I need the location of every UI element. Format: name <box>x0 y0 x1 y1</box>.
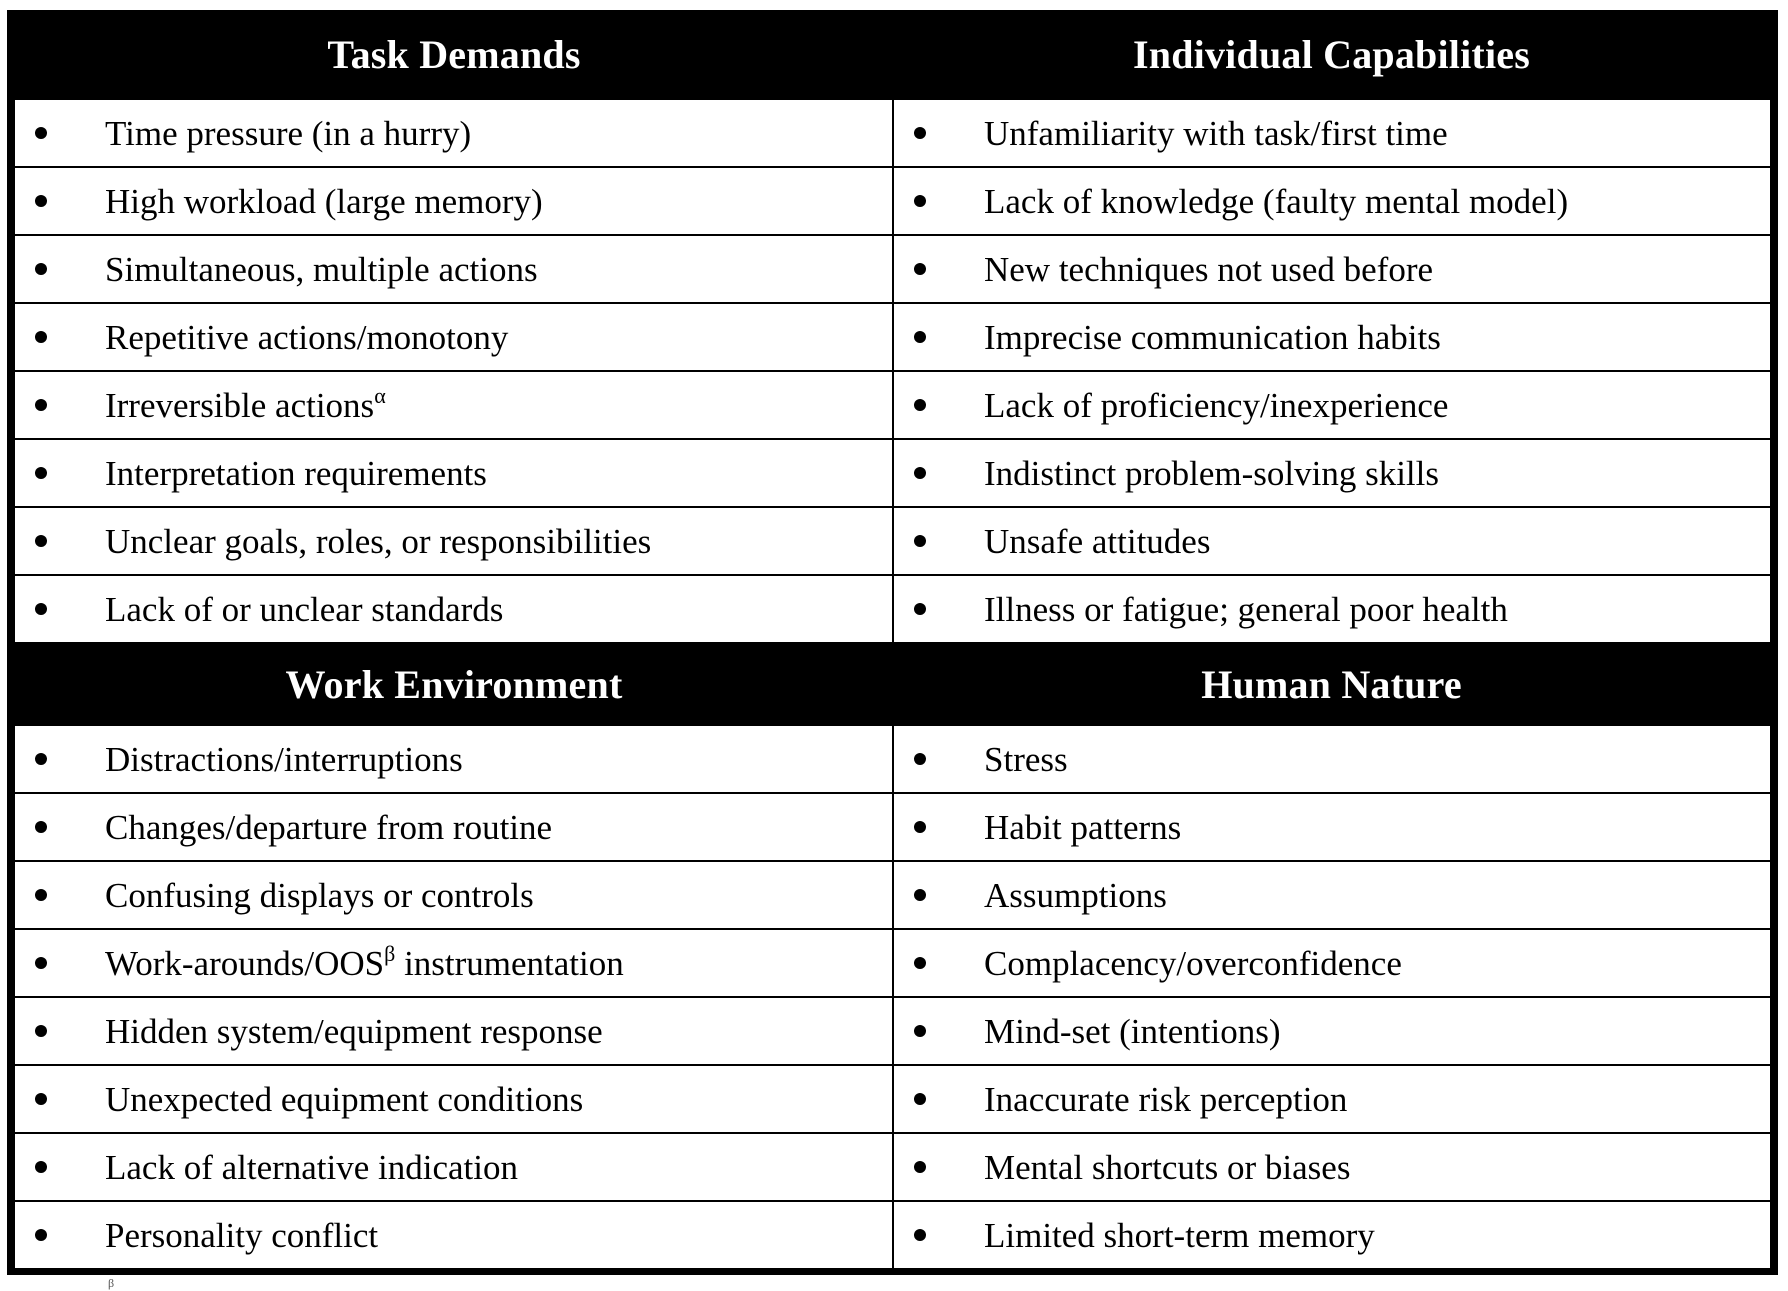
list-item-text: Hidden system/equipment response <box>105 1011 603 1051</box>
bullet-icon <box>35 603 47 615</box>
list-item <box>105 521 652 561</box>
list-item-text: Lack of alternative indication <box>105 1147 519 1187</box>
bullet-icon <box>35 1093 47 1105</box>
footnote-superscript: β <box>384 940 396 966</box>
table-row <box>15 1201 1770 1269</box>
bullet-icon <box>35 263 47 275</box>
list-item <box>105 1147 519 1187</box>
table-row <box>15 235 1770 303</box>
list-item <box>105 589 504 629</box>
list-item-text: Indistinct problem-solving skills <box>984 453 1439 493</box>
bullet-icon <box>914 957 926 969</box>
table-row <box>15 303 1770 371</box>
section-header-row <box>15 643 1770 725</box>
right-cell <box>893 371 1770 439</box>
list-item-text-continued: instrumentation <box>395 943 624 983</box>
right-cell <box>893 1201 1770 1269</box>
list-item-text: Imprecise communication habits <box>984 317 1441 357</box>
footnote-superscript: α <box>374 382 386 408</box>
list-item <box>984 317 1441 357</box>
column-heading-right: Individual Capabilities <box>893 10 1770 99</box>
left-cell <box>15 235 893 303</box>
bullet-icon <box>914 889 926 901</box>
bullet-icon <box>35 195 47 207</box>
bullet-icon <box>914 195 926 207</box>
list-item <box>105 1215 379 1255</box>
right-cell <box>893 929 1770 997</box>
list-item-text: Confusing displays or controls <box>105 875 534 915</box>
table-row <box>15 1065 1770 1133</box>
left-cell <box>15 575 893 643</box>
footnote-marker: β <box>108 1276 115 1290</box>
error-precursors-table <box>15 10 1770 1270</box>
list-item-text: Unfamiliarity with task/first time <box>984 113 1448 153</box>
left-cell <box>15 371 893 439</box>
list-item <box>984 943 1402 983</box>
bullet-icon <box>35 1229 47 1241</box>
bullet-icon <box>914 127 926 139</box>
right-cell <box>893 235 1770 303</box>
table-row <box>15 575 1770 643</box>
left-cell <box>15 861 893 929</box>
list-item-text: Limited short-term memory <box>984 1215 1375 1255</box>
list-item-text: Assumptions <box>984 875 1167 915</box>
column-heading-left: Work Environment <box>15 643 893 725</box>
left-cell <box>15 1201 893 1269</box>
list-item-text: Interpretation requirements <box>105 453 487 493</box>
list-item-text: Lack of knowledge (faulty mental model) <box>984 181 1569 221</box>
list-item <box>105 317 509 357</box>
bullet-icon <box>35 331 47 343</box>
bullet-icon <box>914 331 926 343</box>
list-item-text: Inaccurate risk perception <box>984 1079 1348 1119</box>
right-cell <box>893 861 1770 929</box>
bullet-icon <box>914 467 926 479</box>
table-row <box>15 439 1770 507</box>
list-item <box>984 1215 1375 1255</box>
right-cell <box>893 99 1770 167</box>
table-row <box>15 1133 1770 1201</box>
list-item <box>105 113 472 153</box>
bullet-icon <box>914 263 926 275</box>
table-body <box>15 10 1770 1269</box>
list-item-text: Habit patterns <box>984 807 1182 847</box>
left-cell <box>15 997 893 1065</box>
bullet-icon <box>914 753 926 765</box>
list-item-text: Unexpected equipment conditions <box>105 1079 584 1119</box>
list-item-text: Mind-set (intentions) <box>984 1011 1281 1051</box>
left-cell <box>15 439 893 507</box>
right-cell <box>893 1065 1770 1133</box>
list-item-text: Complacency/overconfidence <box>984 943 1402 983</box>
bullet-icon <box>914 1025 926 1037</box>
list-item <box>984 1011 1281 1051</box>
table-row <box>15 99 1770 167</box>
bullet-icon <box>35 821 47 833</box>
list-item-text: High workload (large memory) <box>105 181 543 221</box>
right-cell <box>893 575 1770 643</box>
list-item <box>984 181 1569 221</box>
bullet-icon <box>914 535 926 547</box>
list-item-text: Personality conflict <box>105 1215 379 1255</box>
table-row <box>15 861 1770 929</box>
list-item <box>984 385 1449 425</box>
left-cell <box>15 99 893 167</box>
list-item-text: Illness or fatigue; general poor health <box>984 589 1508 629</box>
list-item-text: Distractions/interruptions <box>105 739 463 779</box>
list-item <box>984 875 1167 915</box>
list-item-text: Lack of proficiency/inexperience <box>984 385 1449 425</box>
bullet-icon <box>35 1161 47 1173</box>
list-item-text: Unclear goals, roles, or responsibilities <box>105 521 652 561</box>
list-item <box>984 249 1434 289</box>
list-item-text: New techniques not used before <box>984 249 1434 289</box>
list-item-text: Changes/departure from routine <box>105 807 553 847</box>
list-item <box>984 807 1182 847</box>
list-item-text: Unsafe attitudes <box>984 521 1211 561</box>
right-cell <box>893 167 1770 235</box>
list-item-text: Lack of or unclear standards <box>105 589 504 629</box>
list-item <box>984 453 1439 493</box>
list-item <box>984 739 1068 779</box>
list-item <box>105 739 463 779</box>
list-item <box>105 807 553 847</box>
bullet-icon <box>35 1025 47 1037</box>
list-item <box>105 181 543 221</box>
right-cell <box>893 793 1770 861</box>
list-item <box>984 1147 1351 1187</box>
list-item-text: Irreversible actions <box>105 385 375 425</box>
left-cell <box>15 1065 893 1133</box>
bullet-icon <box>35 127 47 139</box>
bullet-icon <box>914 1161 926 1173</box>
right-cell <box>893 725 1770 793</box>
list-item <box>984 521 1211 561</box>
table-row <box>15 793 1770 861</box>
left-cell <box>15 929 893 997</box>
right-cell <box>893 507 1770 575</box>
bullet-icon <box>914 399 926 411</box>
right-cell <box>893 303 1770 371</box>
table-row <box>15 929 1770 997</box>
table-row <box>15 507 1770 575</box>
left-cell <box>15 1133 893 1201</box>
bullet-icon <box>35 467 47 479</box>
bullet-icon <box>35 399 47 411</box>
bullet-icon <box>914 1229 926 1241</box>
list-item <box>105 940 624 983</box>
list-item <box>105 1011 603 1051</box>
list-item-text: Time pressure (in a hurry) <box>105 113 472 153</box>
bullet-icon <box>914 1093 926 1105</box>
list-item-text: Repetitive actions/monotony <box>105 317 509 357</box>
list-item <box>105 249 538 289</box>
list-item-text: Work-arounds/OOS <box>105 943 385 983</box>
bullet-icon <box>35 753 47 765</box>
column-heading-right: Human Nature <box>893 643 1770 725</box>
list-item <box>105 382 386 425</box>
list-item <box>105 875 534 915</box>
left-cell <box>15 793 893 861</box>
bullet-icon <box>35 889 47 901</box>
list-item <box>984 1079 1348 1119</box>
list-item-text: Mental shortcuts or biases <box>984 1147 1351 1187</box>
left-cell <box>15 167 893 235</box>
right-cell <box>893 997 1770 1065</box>
table-row <box>15 725 1770 793</box>
table-row <box>15 997 1770 1065</box>
left-cell <box>15 725 893 793</box>
left-cell <box>15 303 893 371</box>
table-row <box>15 167 1770 235</box>
list-item-text: Simultaneous, multiple actions <box>105 249 538 289</box>
left-cell <box>15 507 893 575</box>
list-item <box>984 113 1448 153</box>
right-cell <box>893 439 1770 507</box>
right-cell <box>893 1133 1770 1201</box>
bullet-icon <box>35 957 47 969</box>
list-item-text: Stress <box>984 739 1068 779</box>
list-item <box>105 453 487 493</box>
list-item <box>105 1079 584 1119</box>
column-heading-left: Task Demands <box>15 10 893 99</box>
error-precursors-table-frame <box>7 10 1778 1275</box>
bullet-icon <box>914 821 926 833</box>
table-row <box>15 371 1770 439</box>
list-item <box>984 589 1508 629</box>
bullet-icon <box>914 603 926 615</box>
bullet-icon <box>35 535 47 547</box>
section-header-row <box>15 10 1770 99</box>
